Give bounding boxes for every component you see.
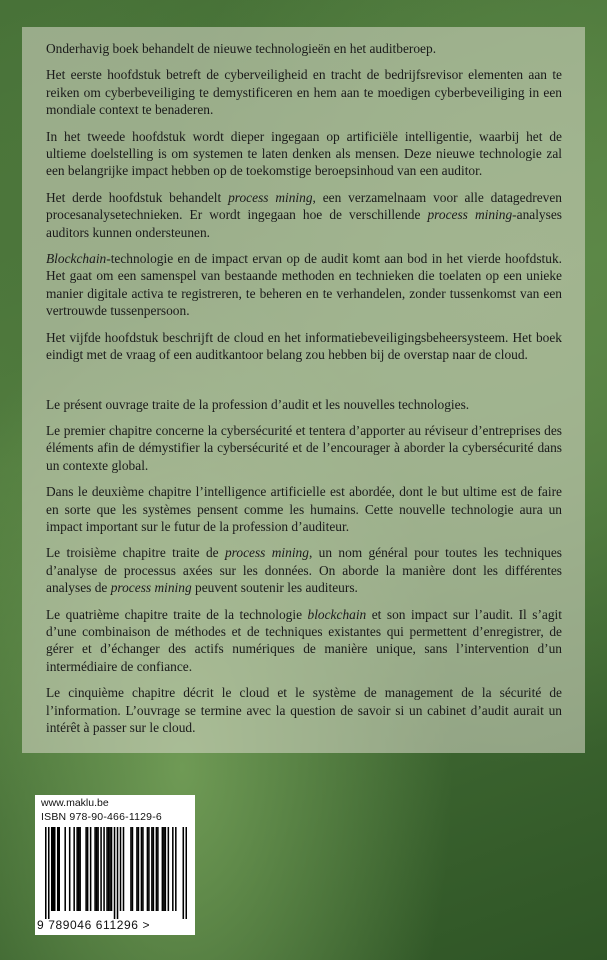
nl-paragraph [46, 250, 562, 320]
nl-paragraph [46, 189, 562, 241]
barcode-bar [58, 827, 60, 911]
text-run: Het derde hoofdstuk behandelt [46, 189, 229, 205]
barcode-bar [111, 827, 113, 911]
barcode-bar [153, 827, 155, 911]
barcode-bar [151, 827, 153, 911]
text-run: Le troisième chapitre traite de [46, 545, 225, 561]
text-run: et son impact sur l’audit. Il s’agit d’une combinaison de méthodes et de techniques existantes qui permettent d’enregistrer, de gérer et d’échanger des actifs numériques de manière unique, sans l’intervention d’un intermédiaire de confiance. [46, 606, 562, 674]
text-run: process mining [110, 580, 192, 596]
barcode-bar [138, 827, 140, 911]
barcode-bar [175, 827, 177, 911]
text-run: Onderhavig boek behandelt de nieuwe technologieën en het auditberoep. [46, 41, 437, 56]
back-cover-text [46, 40, 562, 745]
barcode-bar [136, 827, 138, 911]
barcode-bar [45, 827, 47, 919]
fr-paragraph [46, 483, 562, 535]
barcode-bar [147, 827, 149, 911]
barcode-bar [163, 827, 165, 911]
barcode-bar [78, 827, 80, 911]
barcode-bar [108, 827, 110, 911]
barcode-bar [106, 827, 108, 911]
barcode-bar [186, 827, 187, 919]
barcode-bar [162, 827, 164, 911]
text-run: Le premier chapitre concerne la cybersécurité et tentera d’apporter au réviseur d’entreprises des éléments afin de démystifier la cybersécurité et de l’encourager à aborder la cybersécurité dans un contexte global. [46, 422, 562, 473]
dutch-section [46, 40, 562, 364]
barcode-bar [94, 827, 96, 911]
barcode-bar [172, 827, 174, 911]
fr-paragraph [46, 544, 562, 596]
barcode-bar [52, 827, 54, 911]
barcode-bar [85, 827, 87, 911]
fr-paragraph [46, 422, 562, 474]
barcode-label [35, 795, 195, 935]
barcode-bar [73, 827, 75, 911]
text-run: , een verzamelnaam voor alle datagedreven procesanalysetechnieken. Er wordt ingegaan hoe de verschillende [46, 189, 563, 223]
fr-paragraph [46, 396, 562, 413]
barcode-bar [97, 827, 99, 911]
isbn: ISBN 978-90-466-1129-6 [41, 811, 162, 823]
fr-paragraph [46, 684, 562, 736]
barcode-bar [54, 827, 56, 911]
barcode-bar [148, 827, 150, 911]
barcode-bar [57, 827, 59, 911]
barcode-bar [64, 827, 66, 911]
text-run: Blockchain [46, 251, 107, 267]
text-run: blockchain [307, 606, 367, 622]
barcode-bar [109, 827, 111, 911]
barcode-bar [120, 827, 122, 911]
text-run: process mining [224, 545, 309, 561]
barcode-bar [157, 827, 159, 911]
barcode-bar [114, 827, 116, 919]
text-run: In het tweede hoofdstuk wordt dieper ingegaan op artificiële intelligentie, waarbij het de ultieme doelstelling is om systemen te laten denken als mensen. Deze nieuwe technologie zal een belangrijke impact hebben op de toekomstige beroepsinhoud van een auditor. [46, 128, 562, 179]
publisher-website: www.maklu.be [41, 797, 109, 809]
text-run: Le quatrième chapitre traite de la technologie [46, 606, 308, 622]
barcode-bar [183, 827, 185, 919]
text-run: -analyses auditors kunnen ondersteunen. [46, 207, 562, 240]
nl-paragraph [46, 66, 562, 118]
barcode-bar [132, 827, 134, 911]
barcode-bar [165, 827, 167, 911]
text-run: Het vijfde hoofdstuk beschrijft de cloud en het informatiebeveiligingsbeheersysteem. Het boek eindigt met de vraag of een auditkantoor belang zou hebben bij de overstap naar de cloud. [46, 329, 562, 363]
barcode-bar [156, 827, 158, 911]
barcode-bar [96, 827, 98, 911]
barcode-bar [48, 827, 50, 919]
nl-paragraph [46, 329, 562, 364]
barcode-bar [79, 827, 81, 911]
barcode-bar [168, 827, 170, 911]
barcode-bar [130, 827, 132, 911]
text-run: Le cinquième chapitre décrit le cloud et le système de management de la sécurité de l’information. L’ouvrage se termine avec la question de savoir si un cabinet d’audit aurait un intérêt à passer sur le cloud. [46, 685, 562, 735]
french-section [46, 396, 562, 737]
fr-paragraph [46, 606, 562, 676]
barcode-bar [69, 827, 71, 911]
text-run: , un nom général pour toutes les techniques d’analyse de processus axées sur les données. On aborde la manière dont les différentes analyses de [46, 545, 562, 596]
barcode-bar [76, 827, 78, 911]
barcode-bars [45, 827, 187, 919]
nl-paragraph [46, 128, 562, 180]
text-run: process mining [228, 189, 313, 205]
barcode-number: 9 789046 611296 > [37, 918, 151, 932]
barcode-bar [123, 827, 125, 911]
barcode-bar [90, 827, 92, 911]
text-run: -technologie en de impact ervan op de audit komt aan bod in het vierde hoofdstuk. Het gaat om een samenspel van bestaande methoden en technieken die toelaten op een unieke manier digitale activa te registreren, te beheren en te verhandelen, zonder tussenkomst van een vertrouwde tussenpersoon. [46, 251, 562, 319]
text-run: Dans le deuxième chapitre l’intelligence artificielle est abordée, dont le but ultime est de faire en sorte que les systèmes pensent comme les humains. Cette nouvelle technologie aura un impact important sur le futur de la profession d’auditeur. [46, 484, 562, 534]
nl-paragraph [46, 40, 562, 57]
text-run: Le présent ouvrage traite de la profession d’audit et les nouvelles technologies. [46, 396, 470, 412]
barcode-bar [117, 827, 119, 919]
barcode-bar [103, 827, 105, 911]
barcode-bar [141, 827, 143, 911]
text-run: Het eerste hoofdstuk betreft de cyberveiligheid en tracht de bedrijfsrevisor elementen aan te reiken om cyberbeveiliging te demystificeren en hem aan te moedigen cyberbeveiliging in een mondiale context te benaderen. [46, 67, 562, 118]
text-run: process mining [427, 207, 513, 223]
barcode-bar [51, 827, 53, 911]
text-run: peuvent soutenir les auditeurs. [191, 580, 358, 596]
barcode-bar [142, 827, 144, 911]
barcode-bar [100, 827, 102, 911]
barcode-bar [87, 827, 89, 911]
